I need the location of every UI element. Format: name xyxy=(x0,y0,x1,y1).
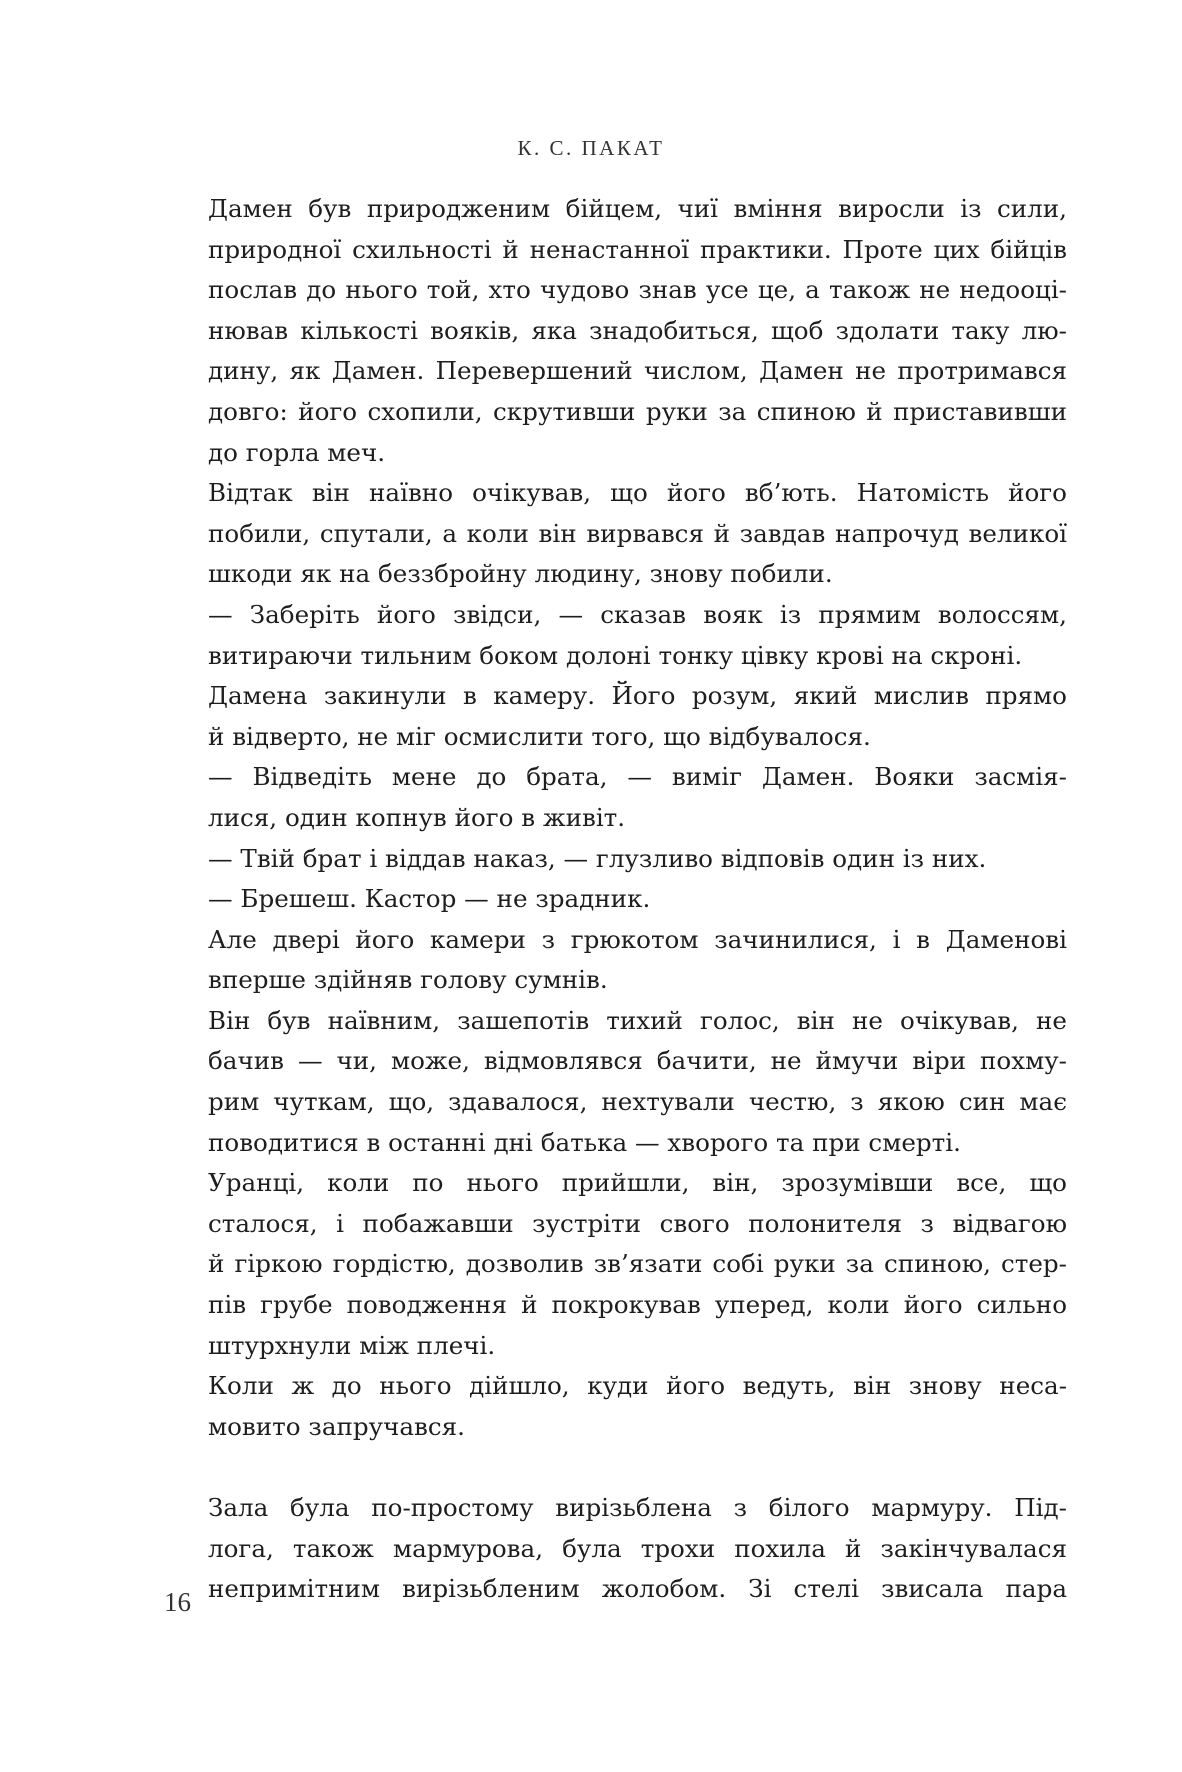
paragraph xyxy=(164,839,1067,880)
running-head: К. С. ПАКАТ xyxy=(517,136,665,160)
text-line: Уранці, коли по нього прийшли, він, зрозумівши все, що xyxy=(208,1168,1067,1198)
text-line: — Заберіть його звідси, — сказав вояк із прямим волоссям, xyxy=(208,599,1067,629)
text-line: до горла меч. xyxy=(208,437,386,467)
text-line: пів грубе поводження й покрокував уперед, коли його сильно xyxy=(208,1290,1067,1320)
text-line: Зала була по-простому вирізьблена з білого мармуру. Під- xyxy=(208,1493,1067,1522)
text-line: дину, як Дамен. Перевершений числом, Дамен не протримався xyxy=(208,356,1067,386)
paragraph xyxy=(164,676,1067,757)
text-line: непримітним вирізьбленим жолобом. Зі стелі звисала пара xyxy=(208,1574,1067,1604)
text-line: витираючи тильним боком долоні тонку цівку крові на скроні. xyxy=(208,640,1023,670)
paragraph xyxy=(164,1163,1067,1366)
text-line: Але двері його камери з грюкотом зачинилися, і в Даменові xyxy=(208,924,1067,954)
page-number: 16 xyxy=(164,1587,191,1617)
text-line: послав до нього той, хто чудово знав усе це, а також не недооці- xyxy=(208,275,1067,305)
text-line: — Брешеш. Кастор — не зрадник. xyxy=(208,884,651,914)
text-line: нював кількості вояків, яка знадобиться, щоб здолати таку лю- xyxy=(208,315,1067,345)
text-line: мовито запручався. xyxy=(208,1411,465,1441)
paragraph xyxy=(164,595,1067,676)
text-line: Він був наївним, зашепотів тихий голос, він не очікував, не xyxy=(208,1005,1067,1035)
text-line: шкоди як на беззбройну людину, знову побили. xyxy=(208,559,833,589)
text-line: Дамена закинули в камеру. Його розум, який мислив прямо xyxy=(208,681,1067,711)
text-line: рим чуткам, що, здавалося, нехтували честю, з якою син має xyxy=(208,1087,1067,1117)
paragraph xyxy=(164,473,1067,595)
text-line: штурхнули між плечі. xyxy=(208,1330,496,1360)
paragraph xyxy=(164,879,1067,920)
text-line: бачив — чи, може, відмовлявся бачити, не ймучи віри похму- xyxy=(208,1046,1067,1076)
paragraph xyxy=(164,1001,1067,1163)
paragraph xyxy=(164,757,1067,838)
paragraph xyxy=(164,189,1067,473)
paragraph xyxy=(164,1366,1067,1447)
text-line: й відверто, не міг осмислити того, що відбувалося. xyxy=(208,721,871,751)
text-line: Дамен був природженим бійцем, чиї вміння виросли із сили, xyxy=(208,194,1067,223)
text-line: довго: його схопили, скрутивши руки за спиною й приставивши xyxy=(208,396,1067,426)
body-text xyxy=(164,189,1067,1610)
text-line: природної схильності й ненастанної практики. Проте цих бійців xyxy=(208,234,1067,264)
paragraph xyxy=(164,1488,1067,1610)
text-line: сталося, і побажавши зустріти свого полонителя з відвагою xyxy=(208,1208,1067,1238)
text-line: побили, спутали, а коли він вирвався й завдав напрочуд великої xyxy=(208,518,1067,548)
paragraph xyxy=(164,920,1067,1001)
text-line: поводитися в останні дні батька — хворого та при смерті. xyxy=(208,1127,961,1157)
text-line: — Твій брат і віддав наказ, — глузливо відповів один із них. xyxy=(208,843,987,873)
text-line: лога, також мармурова, була трохи похила й закінчувалася xyxy=(208,1533,1067,1563)
text-line: вперше здійняв голову сумнів. xyxy=(208,965,608,995)
text-line: й гіркою гордістю, дозволив зв’язати собі руки за спиною, стер- xyxy=(208,1249,1067,1279)
text-line: лися, один копнув його в живіт. xyxy=(208,802,626,832)
section-break xyxy=(164,1447,1067,1488)
text-line: Коли ж до нього дійшло, куди його ведуть, він знову неса- xyxy=(208,1371,1067,1401)
text-line: — Відведіть мене до брата, — виміг Дамен. Вояки засмія- xyxy=(208,762,1067,792)
text-line: Відтак він наївно очікував, що його вб’ють. Натомість його xyxy=(208,478,1067,508)
